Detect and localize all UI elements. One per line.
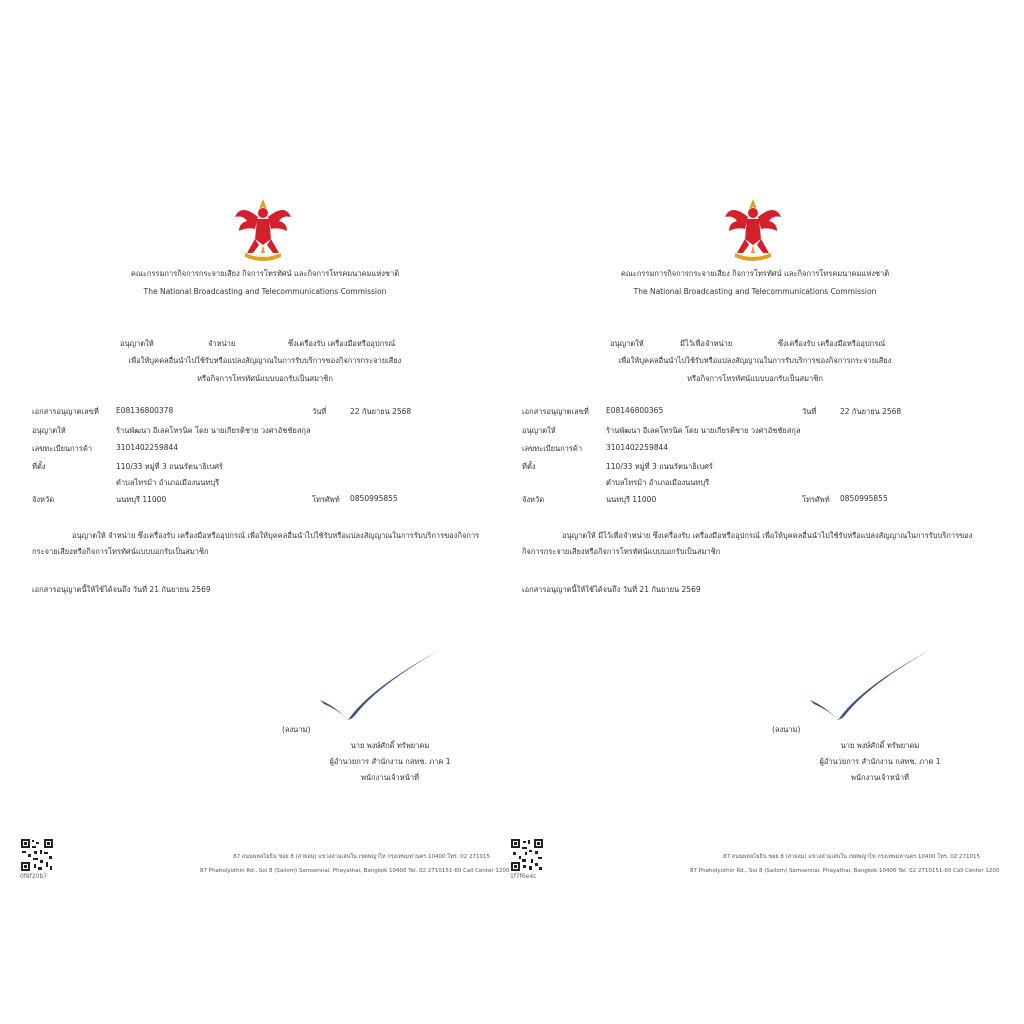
signer-role: พนักงานเจ้าหน้าที่ bbox=[850, 773, 909, 782]
permission-purpose-2: หรือกิจการโทรทัศน์แบบบอกรับเป็นสมาชิก bbox=[197, 374, 333, 383]
agency-name-en: The National Broadcasting and Telecommunications Commission bbox=[633, 287, 877, 296]
phone-value: 0850995855 bbox=[350, 494, 398, 503]
license-document-1 bbox=[20, 0, 510, 1024]
licensee-value: ร้านพัฒนา อีเลคโทรนิค โดย นายเกียรติชาย วงศาอัชชัยสกุล bbox=[606, 426, 801, 435]
phone-value: 0850995855 bbox=[840, 494, 888, 503]
licensee-label: อนุญาตให้ bbox=[522, 426, 556, 435]
licensee-label: อนุญาตให้ bbox=[32, 426, 66, 435]
body-text: อนุญาตให้ จำหน่าย ซึ่งเครื่องรับ เครื่องมือหรืออุปกรณ์ เพื่อให้บุคคลอื่นนำไปใช้รับหรือแปลงสัญญาณในการรับบริการของกิจการกระจายเสียงหรือกิจการโทรทัศน์แบบบอกรับเป็นสมาชิก bbox=[32, 531, 480, 556]
qr-id: 0f8f20b7 bbox=[20, 873, 48, 880]
permission-line bbox=[610, 338, 885, 350]
sign-label: (ลงนาม) bbox=[772, 725, 801, 734]
doc-no-value: E08146800365 bbox=[606, 406, 664, 415]
address-line-1: 110/33 หมู่ที่ 3 ถนนรัตนาธิเบศร์ bbox=[116, 462, 223, 471]
reg-no-value: 3101402259844 bbox=[116, 443, 179, 452]
address-label: ที่ตั้ง bbox=[32, 462, 46, 471]
address-line-2: ตำบลไทรม้า อำเภอเมืองนนทบุรี bbox=[116, 478, 220, 487]
signer-title: ผู้อำนวยการ สำนักงาน กสทช. ภาค 1 bbox=[329, 757, 451, 766]
signature bbox=[800, 648, 940, 728]
licensee-value: ร้านพัฒนา อีเลคโทรนิค โดย นายเกียรติชาย วงศาอัชชัยสกุล bbox=[116, 426, 311, 435]
permit-label: อนุญาตให้ bbox=[120, 339, 154, 348]
reg-no-label: เลขทะเบียนการค้า bbox=[522, 444, 583, 453]
signer-title: ผู้อำนวยการ สำนักงาน กสทช. ภาค 1 bbox=[819, 757, 941, 766]
doc-no-label: เอกสารอนุญาตเลขที่ bbox=[522, 407, 589, 416]
address-en: 87 Phaholyothin Rd., Soi 8 (Sailom) Samsennai, Phayathai, Bangkok 10400 Tel. 02 2710151-60 Call Center 1200 bbox=[200, 868, 510, 874]
permission-purpose: เพื่อให้บุคคลอื่นนำไปใช้รับหรือแปลงสัญญาณในการรับบริการของกิจการกระจายเสียง bbox=[128, 356, 402, 365]
qr-id: 1f7f6e4c bbox=[510, 873, 537, 880]
agency-name-th: คณะกรรมการกิจการกระจายเสียง กิจการโทรทัศน์ และกิจการโทรคมนาคมแห่งชาติ bbox=[130, 269, 400, 278]
phone-label: โทรศัพท์ bbox=[312, 495, 340, 504]
permit-action: จำหน่าย bbox=[208, 339, 236, 348]
date-value: 22 กันยายน 2568 bbox=[350, 407, 412, 416]
permit-label: อนุญาตให้ bbox=[610, 339, 644, 348]
permit-item: ซึ่งเครื่องรับ เครื่องมือหรืออุปกรณ์ bbox=[288, 339, 396, 348]
agency-name-th: คณะกรรมการกิจการกระจายเสียง กิจการโทรทัศน์ และกิจการโทรคมนาคมแห่งชาติ bbox=[620, 269, 890, 278]
validity-text: เอกสารอนุญาตนี้ให้ใช้ได้จนถึง วันที่ 21 กันยายน 2569 bbox=[32, 585, 211, 594]
agency-name-en: The National Broadcasting and Telecommunications Commission bbox=[143, 287, 387, 296]
permission-line bbox=[120, 338, 395, 350]
signature bbox=[310, 648, 450, 728]
validity-text: เอกสารอนุญาตนี้ให้ใช้ได้จนถึง วันที่ 21 กันยายน 2569 bbox=[522, 585, 701, 594]
permission-purpose-2: หรือกิจการโทรทัศน์แบบบอกรับเป็นสมาชิก bbox=[687, 374, 823, 383]
permit-action: มีไว้เพื่อจำหน่าย bbox=[680, 339, 733, 348]
sign-label: (ลงนาม) bbox=[282, 725, 311, 734]
permission-purpose: เพื่อให้บุคคลอื่นนำไปใช้รับหรือแปลงสัญญาณในการรับบริการของกิจการกระจายเสียง bbox=[618, 356, 892, 365]
qr-code-icon bbox=[20, 838, 54, 872]
address-label: ที่ตั้ง bbox=[522, 462, 536, 471]
province-label: จังหวัด bbox=[522, 495, 545, 504]
license-document-2 bbox=[510, 0, 1000, 1024]
province-value: นนทบุรี 11000 bbox=[606, 495, 657, 504]
signer-name: นาย พงษ์ศักดิ์ ทรัพยาคม bbox=[840, 741, 920, 750]
address-en: 87 Phaholyothin Rd., Soi 8 (Sailom) Samsennai, Phayathai, Bangkok 10400 Tel. 02 2710151-60 Call Center 1200 bbox=[690, 868, 1000, 874]
reg-no-value: 3101402259844 bbox=[606, 443, 669, 452]
address-line-1: 110/33 หมู่ที่ 3 ถนนรัตนาธิเบศร์ bbox=[606, 462, 713, 471]
address-line-2: ตำบลไทรม้า อำเภอเมืองนนทบุรี bbox=[606, 478, 710, 487]
permit-item: ซึ่งเครื่องรับ เครื่องมือหรืออุปกรณ์ bbox=[778, 339, 886, 348]
date-label: วันที่ bbox=[802, 407, 817, 416]
garuda-emblem-icon bbox=[723, 195, 783, 265]
date-label: วันที่ bbox=[312, 407, 327, 416]
date-value: 22 กันยายน 2568 bbox=[840, 407, 902, 416]
body-text: อนุญาตให้ มีไว้เพื่อจำหน่าย ซึ่งเครื่องรับ เครื่องมือหรืออุปกรณ์ เพื่อให้บุคคลอื่นนำไปใช้รับหรือแปลงสัญญาณในการรับบริการของกิจการกระจายเสียงหรือกิจการโทรทัศน์แบบบอกรับเป็นสมาชิก bbox=[522, 531, 973, 556]
phone-label: โทรศัพท์ bbox=[802, 495, 830, 504]
signer-name: นาย พงษ์ศักดิ์ ทรัพยาคม bbox=[350, 741, 430, 750]
province-value: นนทบุรี 11000 bbox=[116, 495, 167, 504]
garuda-emblem-icon bbox=[233, 195, 293, 265]
signer-role: พนักงานเจ้าหน้าที่ bbox=[360, 773, 419, 782]
address-th: 87 ถนนพหลโยธิน ซอย 8 (สายลม) แขวงสามเสนใน เขตพญาไท กรุงเทพมหานคร 10400 โทร. 02 271015 bbox=[233, 854, 490, 860]
reg-no-label: เลขทะเบียนการค้า bbox=[32, 444, 93, 453]
doc-no-label: เอกสารอนุญาตเลขที่ bbox=[32, 407, 99, 416]
qr-code-icon bbox=[510, 838, 544, 872]
province-label: จังหวัด bbox=[32, 495, 55, 504]
doc-no-value: E08136800378 bbox=[116, 406, 174, 415]
address-th: 87 ถนนพหลโยธิน ซอย 8 (สายลม) แขวงสามเสนใน เขตพญาไท กรุงเทพมหานคร 10400 โทร. 02 271015 bbox=[723, 854, 980, 860]
